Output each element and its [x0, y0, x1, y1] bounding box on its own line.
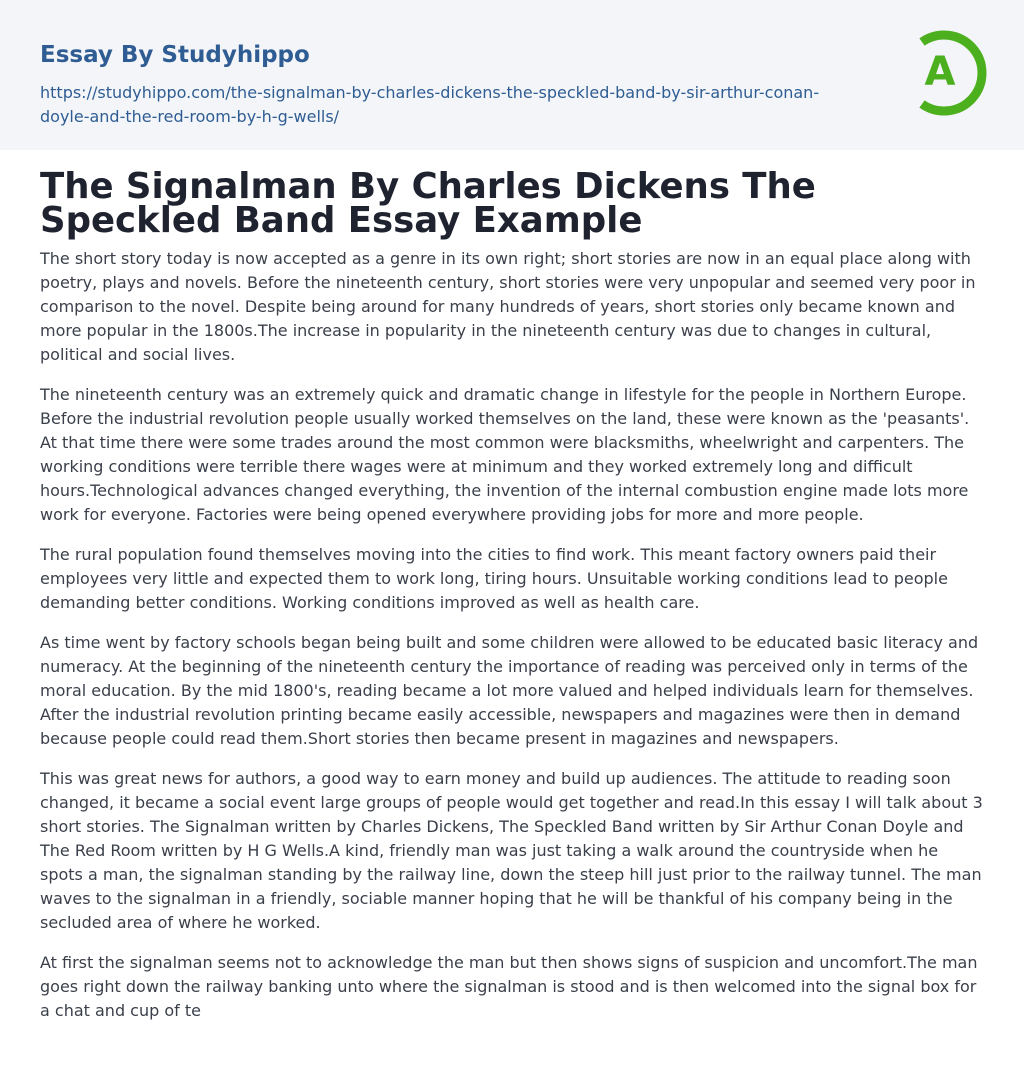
logo-letter: A [924, 49, 956, 95]
essay-paragraph: The nineteenth century was an extremely quick and dramatic change in lifestyle for the people in Northern Europe. Before the industrial revolution people usually worked themselves on the land, these were known as the 'peasants'. At that time there were some trades around the most common were blacksmiths, wheelwright and carpenters. The working conditions were terrible there wages were at minimum and they worked extremely long and difficult hours.Technological advances changed everything, the invention of the internal combustion engine made lots more work for everyone. Factories were being opened everywhere providing jobs for more and more people. [40, 385, 970, 524]
site-name[interactable]: Essay By Studyhippo [40, 42, 310, 68]
essay-paragraph: The short story today is now accepted as a genre in its own right; short stories are now in an equal place along with poetry, plays and novels. Before the nineteenth century, short stories were very unpopular and seemed very poor in comparison to the novel. Despite being around for many hundreds of years, short stories only became known and more popular in the 1800s.The increase in popularity in the nineteenth century was due to changes in cultural, political and social lives. [40, 249, 976, 364]
page-title: The Signalman By Charles Dickens The Speckled Band Essay Example [40, 166, 816, 241]
title-wrapper [40, 150, 984, 241]
studyhippo-logo-icon[interactable] [896, 26, 988, 118]
essay-body [40, 247, 984, 1023]
source-url-link[interactable]: https://studyhippo.com/the-signalman-by-charles-dickens-the-speckled-band-by-sir-arthur-conan-doyle-and-the-red-room-by-h-g-wells/ [40, 83, 820, 126]
essay-paragraph: At first the signalman seems not to acknowledge the man but then shows signs of suspicion and uncomfort.The man goes right down the railway banking unto where the signalman is stood and is then welcomed into the signal box for a chat and cup of te [40, 953, 978, 1020]
logo-ring-icon [896, 26, 988, 118]
essay-paragraph: As time went by factory schools began being built and some children were allowed to be educated basic literacy and numeracy. At the beginning of the nineteenth century the importance of reading was perceived only in terms of the moral education. By the mid 1800's, reading became a lot more valued and helped individuals learn for themselves. After the industrial revolution printing became easily accessible, newspapers and magazines were then in demand because people could read them.Short stories then became present in magazines and newspapers. [40, 633, 979, 748]
essay-paragraph: This was great news for authors, a good way to earn money and build up audiences. The attitude to reading soon changed, it became a social event large groups of people would get together and read.In this essay I will talk about 3 short stories. The Signalman written by Charles Dickens, The Speckled Band written by Sir Arthur Conan Doyle and The Red Room written by H G Wells.A kind, friendly man was just taking a walk around the countryside when he spots a man, the signalman standing by the railway line, down the steep hill just prior to the railway tunnel. The man waves to the signalman in a friendly, sociable manner hoping that he will be thankful of his company being in the secluded area of where he worked. [40, 769, 983, 932]
essay-paragraph: The rural population found themselves moving into the cities to find work. This meant factory owners paid their employees very little and expected them to work long, tiring hours. Unsuitable working conditions lead to people demanding better conditions. Working conditions improved as well as health care. [40, 545, 948, 612]
essay-main [0, 150, 1024, 1023]
site-header [0, 0, 1024, 150]
